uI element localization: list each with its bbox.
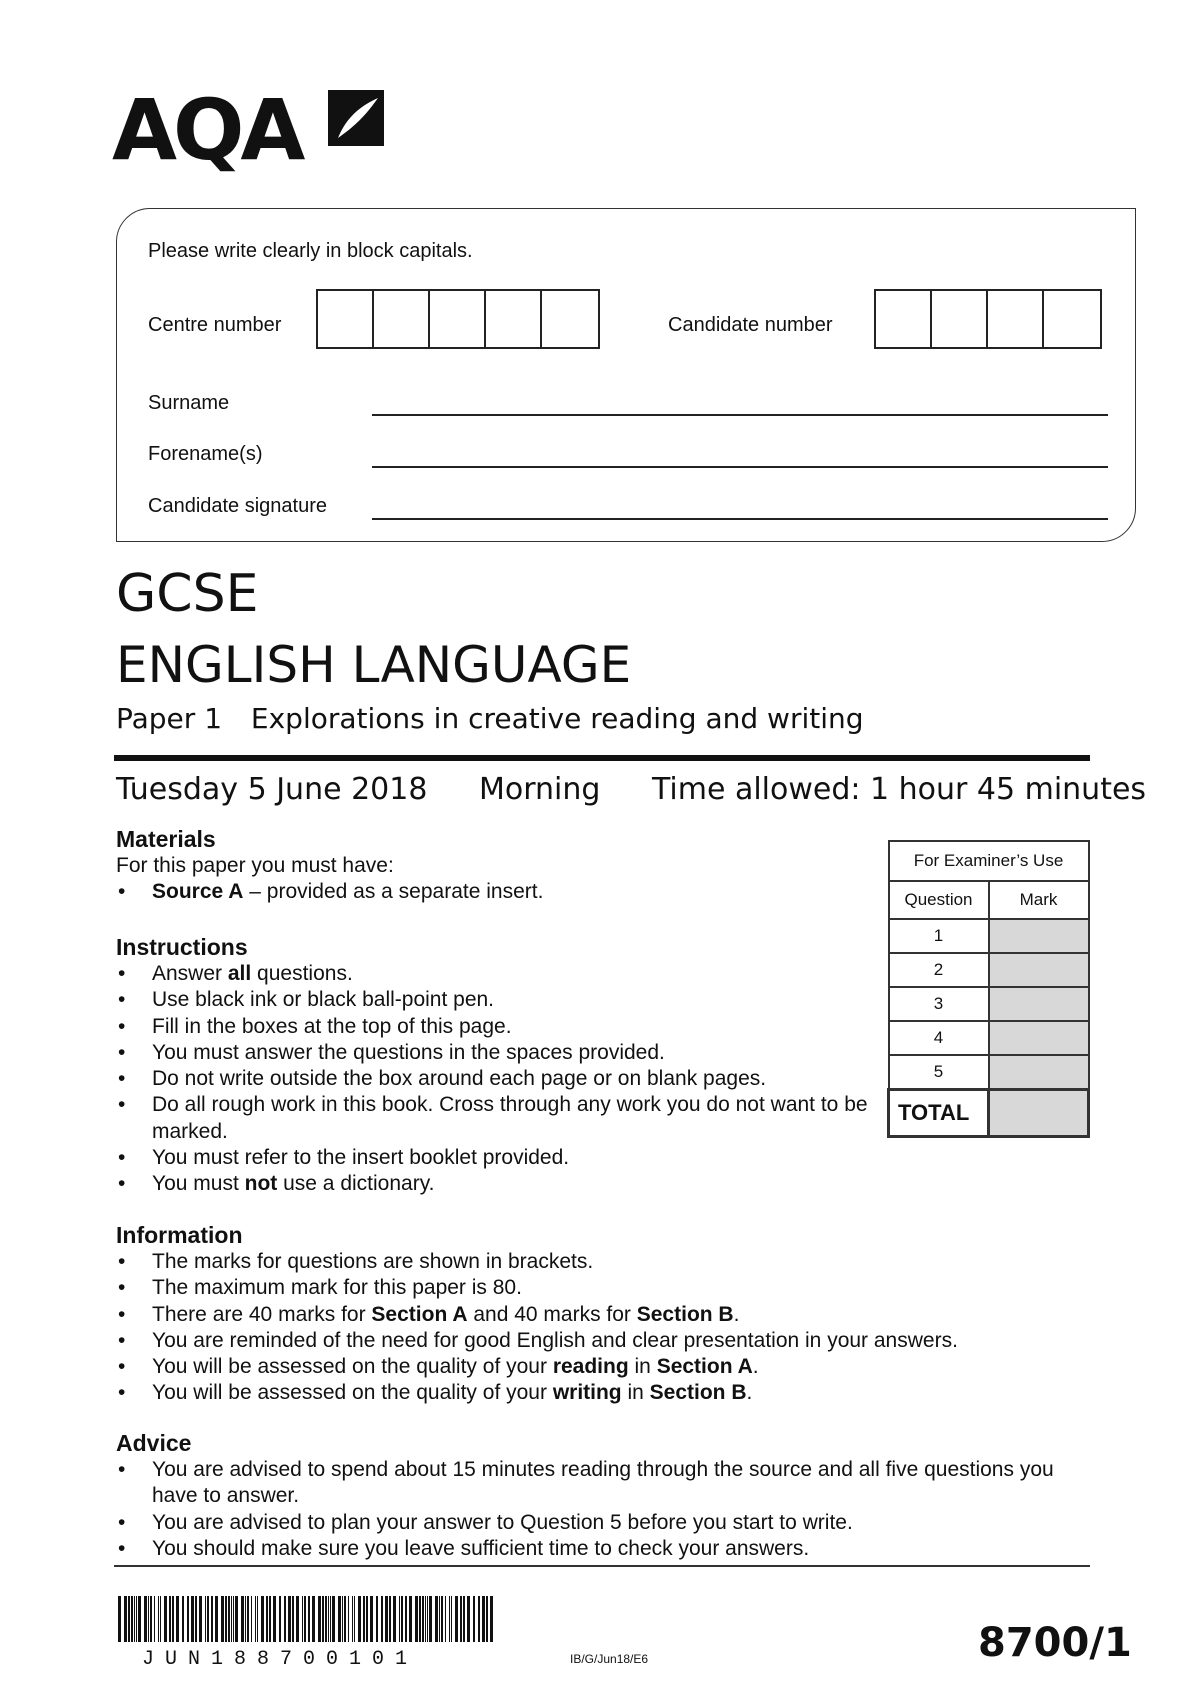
exam-date: Tuesday 5 June 2018 xyxy=(116,772,428,807)
centre-number-label: Centre number xyxy=(148,314,282,336)
total-mark-cell xyxy=(989,1090,1089,1137)
forename-label: Forename(s) xyxy=(148,443,263,465)
materials-intro: For this paper you must have: xyxy=(116,854,394,877)
mark-column-header: Mark xyxy=(989,881,1089,919)
mark-cell xyxy=(989,987,1089,1021)
subject-title: ENGLISH LANGUAGE xyxy=(116,636,632,694)
question-column-header: Question xyxy=(889,881,989,919)
candidate-number-cell[interactable] xyxy=(988,291,1044,347)
instructions-list xyxy=(116,961,876,1198)
advice-list xyxy=(116,1457,1096,1562)
question-number: 1 xyxy=(889,919,989,953)
list-item: • Source A – provided as a separate insert. xyxy=(116,879,876,905)
time-allowed: Time allowed: 1 hour 45 minutes xyxy=(651,772,1147,807)
mark-cell xyxy=(989,1055,1089,1090)
signature-field[interactable] xyxy=(372,518,1108,520)
examiner-table-title: For Examiner’s Use xyxy=(889,841,1089,881)
candidate-number-label: Candidate number xyxy=(668,314,833,336)
table-row xyxy=(889,953,1089,987)
block-capitals-instruction: Please write clearly in block capitals. xyxy=(148,240,473,262)
surname-field[interactable] xyxy=(372,414,1108,416)
list-item: • Fill in the boxes at the top of this page. xyxy=(116,1014,876,1040)
list-item: • You are reminded of the need for good English and clear presentation in your answers. xyxy=(116,1328,1106,1354)
question-number: 5 xyxy=(889,1055,989,1090)
exam-session: Morning xyxy=(478,772,601,807)
paper-code: 8700/1 xyxy=(978,1620,1132,1666)
materials-heading: Materials xyxy=(116,826,216,852)
question-number: 4 xyxy=(889,1021,989,1055)
table-row xyxy=(889,1021,1089,1055)
table-row xyxy=(889,1055,1089,1090)
qualification-title: GCSE xyxy=(116,564,259,624)
centre-number-cell[interactable] xyxy=(486,291,542,347)
paper-number: Paper 1 xyxy=(116,702,223,735)
centre-number-cell[interactable] xyxy=(374,291,430,347)
materials-list xyxy=(116,879,876,905)
total-label: TOTAL xyxy=(889,1090,989,1137)
paper-reference: IB/G/Jun18/E6 xyxy=(570,1652,649,1666)
candidate-number-cell[interactable] xyxy=(932,291,988,347)
surname-label: Surname xyxy=(148,392,230,414)
information-list xyxy=(116,1249,1106,1407)
list-item: • Do not write outside the box around each page or on blank pages. xyxy=(116,1066,876,1092)
instructions-heading: Instructions xyxy=(116,934,248,960)
list-item: • The maximum mark for this paper is 80. xyxy=(116,1275,1106,1301)
information-section xyxy=(116,1222,1106,1407)
list-item: • Use black ink or black ball-point pen. xyxy=(116,987,876,1013)
table-row xyxy=(889,1090,1089,1137)
centre-number-cell[interactable] xyxy=(430,291,486,347)
table-row xyxy=(889,919,1089,953)
candidate-number-cell[interactable] xyxy=(1044,291,1100,347)
paper-title-line xyxy=(116,702,864,735)
mark-cell xyxy=(989,1021,1089,1055)
question-number: 3 xyxy=(889,987,989,1021)
information-heading: Information xyxy=(116,1222,243,1248)
list-item: • You are advised to spend about 15 minutes reading through the source and all five questions you have to answer. xyxy=(116,1457,1096,1510)
logo-text: AQA xyxy=(112,81,302,179)
heading-divider xyxy=(114,755,1090,761)
list-item: • Answer all questions. xyxy=(116,961,876,987)
list-item: • There are 40 marks for Section A and 40 marks for Section B. xyxy=(116,1302,1106,1328)
barcode-number: JUN188700101 xyxy=(142,1648,419,1671)
table-row xyxy=(889,987,1089,1021)
list-item: • You must answer the questions in the spaces provided. xyxy=(116,1040,876,1066)
mark-cell xyxy=(989,953,1089,987)
materials-section xyxy=(116,826,876,905)
centre-number-field[interactable] xyxy=(316,289,600,349)
advice-heading: Advice xyxy=(116,1430,192,1456)
examiner-use-table xyxy=(887,840,1090,1138)
exam-date-line xyxy=(116,772,1146,807)
centre-number-cell[interactable] xyxy=(542,291,598,347)
centre-number-cell[interactable] xyxy=(318,291,374,347)
list-item: • The marks for questions are shown in brackets. xyxy=(116,1249,1106,1275)
mark-cell xyxy=(989,919,1089,953)
candidate-number-field[interactable] xyxy=(874,289,1102,349)
candidate-number-cell[interactable] xyxy=(876,291,932,347)
footer-divider xyxy=(114,1565,1090,1567)
forename-field[interactable] xyxy=(372,466,1108,468)
signature-label: Candidate signature xyxy=(148,495,328,517)
instructions-section xyxy=(116,934,876,1198)
list-item: • You will be assessed on the quality of your reading in Section A. xyxy=(116,1354,1106,1380)
logo-tick-icon xyxy=(324,86,388,150)
barcode-icon xyxy=(118,1596,498,1642)
list-item: • You must refer to the insert booklet provided. xyxy=(116,1145,876,1171)
list-item: • You should make sure you leave sufficient time to check your answers. xyxy=(116,1536,1096,1562)
advice-section xyxy=(116,1430,1096,1562)
aqa-logo xyxy=(112,81,302,179)
paper-title: Explorations in creative reading and writing xyxy=(250,702,864,735)
list-item: • You are advised to plan your answer to Question 5 before you start to write. xyxy=(116,1510,1096,1536)
list-item: • You must not use a dictionary. xyxy=(116,1171,876,1197)
question-number: 2 xyxy=(889,953,989,987)
list-item: • You will be assessed on the quality of your writing in Section B. xyxy=(116,1380,1106,1406)
list-item: • Do all rough work in this book. Cross through any work you do not want to be marked. xyxy=(116,1092,872,1145)
